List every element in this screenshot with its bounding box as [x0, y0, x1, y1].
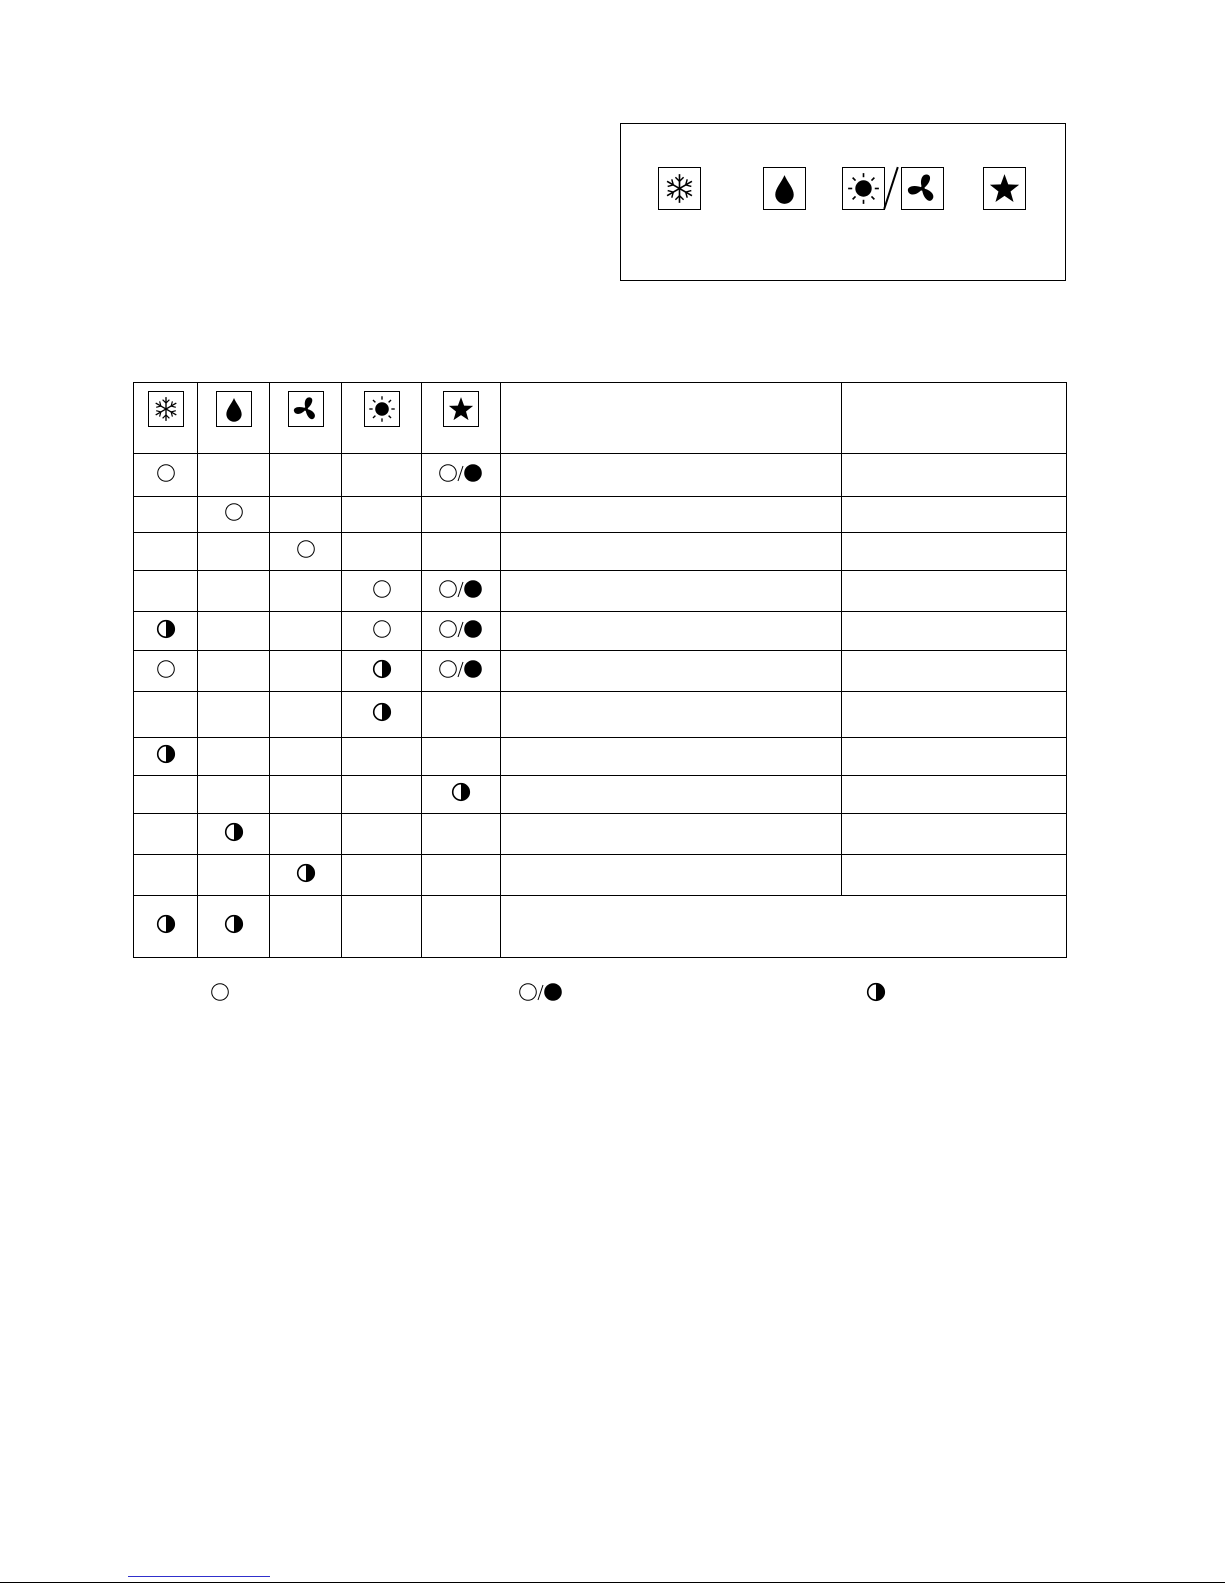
status-cell: [198, 692, 270, 738]
half-filled-circle-symbol: [451, 782, 471, 807]
status-cell: [342, 497, 422, 533]
status-cell: [270, 651, 342, 692]
status-cell: [198, 855, 270, 896]
table-row: [134, 776, 1067, 814]
water-drop-icon: [763, 167, 806, 210]
status-cell: [134, 651, 198, 692]
open-or-filled-circle-symbol: [438, 659, 484, 684]
table-row: [134, 533, 1067, 571]
remark-cell: [842, 571, 1067, 612]
description-cell: [501, 651, 842, 692]
remark-cell: [842, 612, 1067, 651]
status-cell: [422, 571, 501, 612]
status-cell: [270, 533, 342, 571]
status-cell: [134, 896, 198, 958]
remark-cell: [842, 651, 1067, 692]
table-row: [134, 571, 1067, 612]
status-cell: [198, 651, 270, 692]
status-cell: [342, 533, 422, 571]
status-cell: [422, 776, 501, 814]
status-cell: [270, 814, 342, 855]
description-cell: [501, 692, 842, 738]
remark-cell: [842, 692, 1067, 738]
status-cell: [198, 776, 270, 814]
star-icon: [983, 167, 1026, 210]
status-cell: [134, 692, 198, 738]
header-cell: [422, 383, 501, 454]
table-row: [134, 454, 1067, 497]
status-cell: [342, 776, 422, 814]
status-cell: [422, 896, 501, 958]
bottom-rule: [0, 1582, 1225, 1583]
fan-icon: [288, 391, 324, 427]
half-filled-circle-symbol: [372, 702, 392, 727]
half-filled-circle-symbol: [156, 914, 176, 939]
description-cell: [501, 571, 842, 612]
status-cell: [270, 855, 342, 896]
status-cell: [342, 896, 422, 958]
open-circle-symbol: [224, 502, 244, 527]
status-cell: [134, 571, 198, 612]
description-cell: [501, 855, 842, 896]
description-cell: [501, 533, 842, 571]
status-cell: [342, 571, 422, 612]
header-cell: [134, 383, 198, 454]
status-cell: [422, 651, 501, 692]
snowflake-icon: [658, 167, 701, 210]
table-row: [134, 855, 1067, 896]
status-cell: [422, 855, 501, 896]
status-cell: [198, 533, 270, 571]
open-or-filled-circle-symbol: [438, 463, 484, 488]
header-cell: [270, 383, 342, 454]
status-cell: [270, 896, 342, 958]
remark-cell: [842, 776, 1067, 814]
indicator-table: [133, 382, 1067, 958]
status-cell: [422, 612, 501, 651]
status-cell: [134, 533, 198, 571]
status-cell: [422, 738, 501, 776]
fan-icon: [901, 167, 944, 210]
open-circle-symbol: [296, 539, 316, 564]
status-cell: [134, 776, 198, 814]
status-cell: [134, 497, 198, 533]
status-cell: [198, 454, 270, 497]
status-cell: [198, 738, 270, 776]
status-cell: [342, 738, 422, 776]
half-filled-circle-symbol: [372, 659, 392, 684]
status-cell: [342, 651, 422, 692]
table-row: [134, 814, 1067, 855]
remark-cell: [842, 497, 1067, 533]
description-cell: [501, 612, 842, 651]
remark-cell: [842, 533, 1067, 571]
status-cell: [422, 497, 501, 533]
status-cell: [342, 814, 422, 855]
table-row: [134, 738, 1067, 776]
status-cell: [342, 855, 422, 896]
header-cell: [198, 383, 270, 454]
status-cell: [270, 497, 342, 533]
description-cell: [501, 896, 1067, 958]
status-cell: [270, 571, 342, 612]
note-open-filled-symbol: [518, 982, 564, 1007]
status-cell: [422, 533, 501, 571]
sun-icon: [364, 391, 400, 427]
header-blank-cell: [842, 383, 1067, 454]
snowflake-icon: [148, 391, 184, 427]
status-cell: [134, 612, 198, 651]
status-cell: [134, 454, 198, 497]
remark-cell: [842, 738, 1067, 776]
footer-link-line: [128, 1576, 270, 1577]
status-cell: [198, 571, 270, 612]
half-filled-circle-symbol: [156, 619, 176, 644]
table-row: [134, 692, 1067, 738]
open-or-filled-circle-symbol: [438, 619, 484, 644]
status-cell: [270, 738, 342, 776]
note-open-symbol: [210, 982, 230, 1007]
status-cell: [198, 896, 270, 958]
sun-icon: [842, 167, 885, 210]
half-filled-circle-symbol: [156, 744, 176, 769]
open-circle-symbol: [156, 463, 176, 488]
description-cell: [501, 738, 842, 776]
header-cell: [342, 383, 422, 454]
remark-cell: [842, 855, 1067, 896]
status-cell: [134, 738, 198, 776]
status-cell: [422, 814, 501, 855]
description-cell: [501, 814, 842, 855]
half-filled-circle-symbol: [224, 914, 244, 939]
status-cell: [134, 855, 198, 896]
remark-cell: [842, 454, 1067, 497]
open-circle-symbol: [372, 579, 392, 604]
status-cell: [422, 692, 501, 738]
status-cell: [270, 612, 342, 651]
description-cell: [501, 776, 842, 814]
open-circle-symbol: [372, 619, 392, 644]
status-cell: [270, 454, 342, 497]
water-drop-icon: [216, 391, 252, 427]
half-filled-circle-symbol: [296, 863, 316, 888]
star-icon: [443, 391, 479, 427]
status-cell: [198, 497, 270, 533]
status-cell: [198, 612, 270, 651]
status-cell: [342, 692, 422, 738]
note-half-symbol: [866, 982, 886, 1007]
table-row: [134, 896, 1067, 958]
table-row: [134, 497, 1067, 533]
header-blank-cell: [501, 383, 842, 454]
remark-cell: [842, 814, 1067, 855]
open-circle-symbol: [156, 659, 176, 684]
description-cell: [501, 454, 842, 497]
status-cell: [422, 454, 501, 497]
description-cell: [501, 497, 842, 533]
half-filled-circle-symbol: [224, 822, 244, 847]
open-or-filled-circle-symbol: [438, 579, 484, 604]
status-cell: [270, 692, 342, 738]
table-row: [134, 651, 1067, 692]
status-cell: [198, 814, 270, 855]
status-cell: [342, 454, 422, 497]
status-cell: [270, 776, 342, 814]
table-header-row: [134, 383, 1067, 454]
status-cell: [342, 612, 422, 651]
table-row: [134, 612, 1067, 651]
status-cell: [134, 814, 198, 855]
